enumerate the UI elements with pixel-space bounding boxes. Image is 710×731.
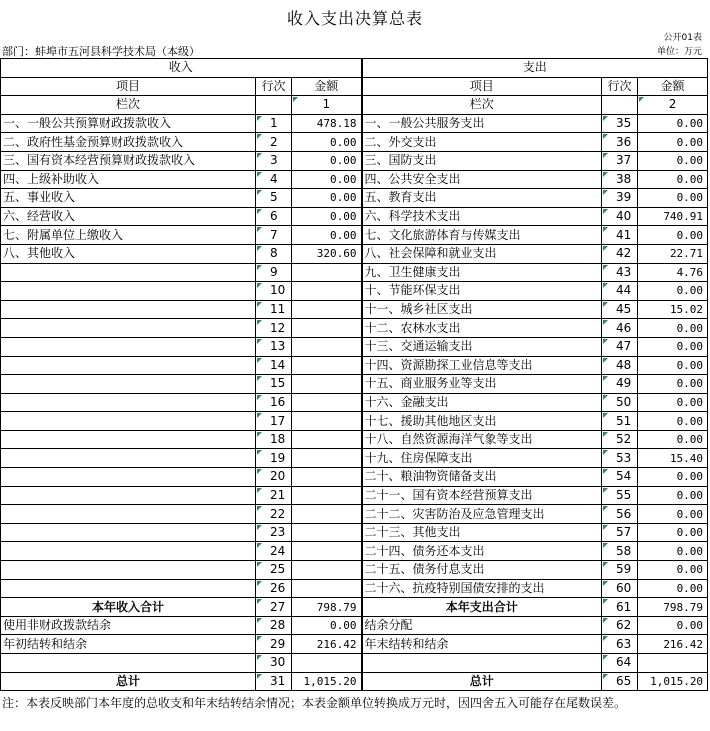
expense-item-name: 二、外交支出	[362, 133, 602, 152]
table-row	[1, 375, 708, 394]
income-amount: 320.60	[292, 244, 362, 263]
page-title: 收入支出决算总表	[286, 9, 423, 28]
income-item-name	[1, 319, 256, 338]
expense-total-label: 本年支出合计	[362, 598, 602, 617]
expense-row-number: 40	[602, 207, 638, 226]
expense-item-name: 四、公共安全支出	[362, 170, 602, 189]
expense-amount: 0.00	[638, 226, 708, 245]
expense-total-amount: 0.00	[638, 616, 708, 635]
expense-amount-header: 金额	[638, 77, 708, 96]
expense-item-name: 二十六、抗疫特别国债安排的支出	[362, 579, 602, 598]
expense-item-name: 十七、援助其他地区支出	[362, 412, 602, 431]
income-item-name	[1, 412, 256, 431]
expense-item-name: 二十四、债务还本支出	[362, 542, 602, 561]
expense-row-number: 46	[602, 319, 638, 338]
expense-row-number: 62	[602, 616, 638, 635]
income-amount: 0.00	[292, 226, 362, 245]
income-amount: 478.18	[292, 114, 362, 133]
income-total-label: 本年收入合计	[1, 598, 256, 617]
expense-total-amount: 1,015.20	[638, 672, 708, 691]
income-amount	[292, 486, 362, 505]
income-section-header: 收入	[1, 59, 362, 78]
income-total-label: 年初结转和结余	[1, 635, 256, 654]
table-row	[1, 505, 708, 524]
expense-amount: 0.00	[638, 282, 708, 301]
table-row	[1, 356, 708, 375]
income-row-number: 25	[256, 561, 292, 580]
expense-amount: 0.00	[638, 189, 708, 208]
expense-row-number: 51	[602, 412, 638, 431]
expense-item-name: 十一、城乡社区支出	[362, 300, 602, 319]
expense-amount: 22.71	[638, 244, 708, 263]
income-row-number: 5	[256, 189, 292, 208]
income-item-name	[1, 430, 256, 449]
income-row-number: 26	[256, 579, 292, 598]
income-amount	[292, 542, 362, 561]
expense-row-number: 38	[602, 170, 638, 189]
table-row	[1, 282, 708, 301]
income-item-name: 六、经营收入	[1, 207, 256, 226]
table-row	[1, 226, 708, 245]
expense-amount: 0.00	[638, 114, 708, 133]
income-amount-header: 金额	[292, 77, 362, 96]
total-row	[1, 635, 708, 654]
expense-item-name: 八、社会保障和就业支出	[362, 244, 602, 263]
table-row	[1, 207, 708, 226]
expense-row-number: 61	[602, 598, 638, 617]
expense-total-amount: 798.79	[638, 598, 708, 617]
expense-item-name: 二十二、灾害防治及应急管理支出	[362, 505, 602, 524]
income-row-number: 3	[256, 151, 292, 170]
form-number: 公开01表	[663, 33, 702, 43]
income-amount	[292, 282, 362, 301]
income-amount: 0.00	[292, 133, 362, 152]
expense-amount: 0.00	[638, 356, 708, 375]
table-row	[1, 133, 708, 152]
expense-row-number: 52	[602, 430, 638, 449]
expense-amount: 0.00	[638, 412, 708, 431]
expense-row-number: 55	[602, 486, 638, 505]
income-amount	[292, 449, 362, 468]
income-row-number: 28	[256, 616, 292, 635]
income-amount	[292, 337, 362, 356]
expense-amount: 0.00	[638, 133, 708, 152]
expense-seq-header: 行次	[602, 77, 638, 96]
expense-item-name: 十四、资源勘探工业信息等支出	[362, 356, 602, 375]
income-item-name	[1, 337, 256, 356]
expense-item-name: 一、一般公共服务支出	[362, 114, 602, 133]
expense-item-name: 六、科学技术支出	[362, 207, 602, 226]
income-row-number: 9	[256, 263, 292, 282]
table-body	[1, 114, 708, 690]
expense-amount: 15.40	[638, 449, 708, 468]
income-amount	[292, 356, 362, 375]
income-row-number: 10	[256, 282, 292, 301]
expense-column-index: 2	[638, 96, 708, 115]
income-row-number: 20	[256, 468, 292, 487]
income-item-name	[1, 468, 256, 487]
income-item-name: 一、一般公共预算财政拨款收入	[1, 114, 256, 133]
income-amount	[292, 579, 362, 598]
income-item-header: 项目	[1, 77, 256, 96]
expense-row-number: 60	[602, 579, 638, 598]
expense-row-number: 47	[602, 337, 638, 356]
total-row	[1, 654, 708, 673]
total-row	[1, 598, 708, 617]
expense-amount: 0.00	[638, 393, 708, 412]
income-amount: 0.00	[292, 151, 362, 170]
income-item-name	[1, 561, 256, 580]
expense-item-name: 二十五、债务付息支出	[362, 561, 602, 580]
expense-amount: 4.76	[638, 263, 708, 282]
table-row	[1, 523, 708, 542]
table-row	[1, 579, 708, 598]
income-amount	[292, 523, 362, 542]
income-row-number: 6	[256, 207, 292, 226]
income-item-name	[1, 579, 256, 598]
expense-row-number: 41	[602, 226, 638, 245]
income-total-amount: 798.79	[292, 598, 362, 617]
table-row	[1, 300, 708, 319]
income-amount	[292, 319, 362, 338]
income-total-amount: 0.00	[292, 616, 362, 635]
income-row-number: 13	[256, 337, 292, 356]
table-row	[1, 449, 708, 468]
table-row	[1, 263, 708, 282]
income-item-name	[1, 282, 256, 301]
department-label: 部门：蚌埠市五河县科学技术局（本级）	[2, 45, 200, 58]
total-row	[1, 616, 708, 635]
expense-amount: 0.00	[638, 579, 708, 598]
expense-row-number: 42	[602, 244, 638, 263]
income-amount	[292, 468, 362, 487]
expense-item-name: 十八、自然资源海洋气象等支出	[362, 430, 602, 449]
expense-row-number: 59	[602, 561, 638, 580]
expense-item-name: 十五、商业服务业等支出	[362, 375, 602, 394]
table-row	[1, 468, 708, 487]
expense-item-name: 二十三、其他支出	[362, 523, 602, 542]
income-item-name	[1, 356, 256, 375]
table-row	[1, 412, 708, 431]
expense-item-name: 十二、农林水支出	[362, 319, 602, 338]
expense-amount: 0.00	[638, 561, 708, 580]
expense-amount: 15.02	[638, 300, 708, 319]
income-item-name	[1, 505, 256, 524]
income-amount	[292, 300, 362, 319]
expense-item-name: 七、文化旅游体育与传媒支出	[362, 226, 602, 245]
income-total-amount	[292, 654, 362, 673]
expense-total-label: 年末结转和结余	[362, 635, 602, 654]
income-item-name	[1, 523, 256, 542]
income-item-name	[1, 542, 256, 561]
income-item-name: 七、附属单位上缴收入	[1, 226, 256, 245]
expense-row-number: 50	[602, 393, 638, 412]
income-total-label: 使用非财政拨款结余	[1, 616, 256, 635]
income-amount	[292, 263, 362, 282]
income-row-number: 19	[256, 449, 292, 468]
expense-amount: 0.00	[638, 505, 708, 524]
income-row-number: 7	[256, 226, 292, 245]
table-row	[1, 244, 708, 263]
expense-section-header: 支出	[362, 59, 708, 78]
income-amount: 0.00	[292, 207, 362, 226]
footnote: 注：本表反映部门本年度的总收支和年末结转结余情况；本表金额单位转换成万元时，因四舍五入可能存在尾数误差。	[2, 696, 627, 710]
income-row-number: 29	[256, 635, 292, 654]
expense-row-number: 57	[602, 523, 638, 542]
expense-item-name: 五、教育支出	[362, 189, 602, 208]
expense-row-number: 65	[602, 672, 638, 691]
expense-total-label	[362, 654, 602, 673]
column-header-row	[1, 77, 708, 96]
income-total-amount: 1,015.20	[292, 672, 362, 691]
income-lanci-label: 栏次	[1, 96, 256, 115]
income-item-name: 四、上级补助收入	[1, 170, 256, 189]
income-item-name: 三、国有资本经营预算财政拨款收入	[1, 151, 256, 170]
income-row-number: 17	[256, 412, 292, 431]
income-item-name: 二、政府性基金预算财政拨款收入	[1, 133, 256, 152]
income-item-name	[1, 449, 256, 468]
expense-item-header: 项目	[362, 77, 602, 96]
table-row	[1, 319, 708, 338]
column-index-row	[1, 96, 708, 115]
income-total-label	[1, 654, 256, 673]
expense-row-number: 53	[602, 449, 638, 468]
income-item-name: 八、其他收入	[1, 244, 256, 263]
income-row-number: 8	[256, 244, 292, 263]
expense-total-amount	[638, 654, 708, 673]
expense-lanci-empty	[602, 96, 638, 115]
expense-row-number: 54	[602, 468, 638, 487]
expense-lanci-label: 栏次	[362, 96, 602, 115]
income-amount	[292, 393, 362, 412]
table-row	[1, 337, 708, 356]
expense-total-label: 总计	[362, 672, 602, 691]
section-header-row	[1, 59, 708, 78]
income-item-name	[1, 375, 256, 394]
expense-row-number: 63	[602, 635, 638, 654]
income-item-name	[1, 263, 256, 282]
income-amount: 0.00	[292, 170, 362, 189]
income-row-number: 27	[256, 598, 292, 617]
expense-row-number: 43	[602, 263, 638, 282]
table-row	[1, 393, 708, 412]
income-row-number: 31	[256, 672, 292, 691]
expense-item-name: 十、节能环保支出	[362, 282, 602, 301]
income-item-name	[1, 393, 256, 412]
income-row-number: 18	[256, 430, 292, 449]
table-row	[1, 430, 708, 449]
income-amount	[292, 412, 362, 431]
income-item-name	[1, 486, 256, 505]
table-row	[1, 486, 708, 505]
expense-amount: 0.00	[638, 151, 708, 170]
income-row-number: 14	[256, 356, 292, 375]
expense-item-name: 十九、住房保障支出	[362, 449, 602, 468]
expense-amount: 0.00	[638, 375, 708, 394]
expense-row-number: 49	[602, 375, 638, 394]
income-item-name	[1, 300, 256, 319]
table-row	[1, 542, 708, 561]
income-expense-table	[0, 58, 708, 691]
expense-amount: 0.00	[638, 170, 708, 189]
expense-row-number: 64	[602, 654, 638, 673]
income-total-label: 总计	[1, 672, 256, 691]
expense-item-name: 二十一、国有资本经营预算支出	[362, 486, 602, 505]
expense-item-name: 十三、交通运输支出	[362, 337, 602, 356]
income-row-number: 1	[256, 114, 292, 133]
expense-item-name: 三、国防支出	[362, 151, 602, 170]
income-row-number: 16	[256, 393, 292, 412]
expense-item-name: 二十、粮油物资储备支出	[362, 468, 602, 487]
income-lanci-empty	[256, 96, 292, 115]
expense-amount: 0.00	[638, 486, 708, 505]
table-row	[1, 189, 708, 208]
income-row-number: 24	[256, 542, 292, 561]
expense-row-number: 39	[602, 189, 638, 208]
expense-item-name: 九、卫生健康支出	[362, 263, 602, 282]
expense-item-name: 十六、金融支出	[362, 393, 602, 412]
income-amount	[292, 375, 362, 394]
income-amount	[292, 561, 362, 580]
total-row	[1, 672, 708, 691]
income-row-number: 2	[256, 133, 292, 152]
income-item-name: 五、事业收入	[1, 189, 256, 208]
income-amount	[292, 505, 362, 524]
income-row-number: 4	[256, 170, 292, 189]
expense-amount: 740.91	[638, 207, 708, 226]
income-row-number: 30	[256, 654, 292, 673]
income-seq-header: 行次	[256, 77, 292, 96]
income-row-number: 22	[256, 505, 292, 524]
income-amount	[292, 430, 362, 449]
income-total-amount: 216.42	[292, 635, 362, 654]
expense-total-label: 结余分配	[362, 616, 602, 635]
expense-amount: 0.00	[638, 468, 708, 487]
table-row	[1, 114, 708, 133]
table-row	[1, 561, 708, 580]
expense-row-number: 48	[602, 356, 638, 375]
table-row	[1, 170, 708, 189]
income-row-number: 11	[256, 300, 292, 319]
expense-amount: 0.00	[638, 542, 708, 561]
expense-amount: 0.00	[638, 430, 708, 449]
expense-row-number: 37	[602, 151, 638, 170]
expense-row-number: 45	[602, 300, 638, 319]
expense-amount: 0.00	[638, 523, 708, 542]
table-row	[1, 151, 708, 170]
expense-row-number: 36	[602, 133, 638, 152]
income-amount: 0.00	[292, 189, 362, 208]
income-row-number: 12	[256, 319, 292, 338]
unit-label: 单位：万元	[656, 47, 702, 57]
expense-row-number: 35	[602, 114, 638, 133]
expense-row-number: 44	[602, 282, 638, 301]
expense-row-number: 56	[602, 505, 638, 524]
income-row-number: 15	[256, 375, 292, 394]
expense-amount: 0.00	[638, 337, 708, 356]
expense-row-number: 58	[602, 542, 638, 561]
expense-total-amount: 216.42	[638, 635, 708, 654]
expense-amount: 0.00	[638, 319, 708, 338]
income-row-number: 23	[256, 523, 292, 542]
income-row-number: 21	[256, 486, 292, 505]
income-column-index: 1	[292, 96, 362, 115]
